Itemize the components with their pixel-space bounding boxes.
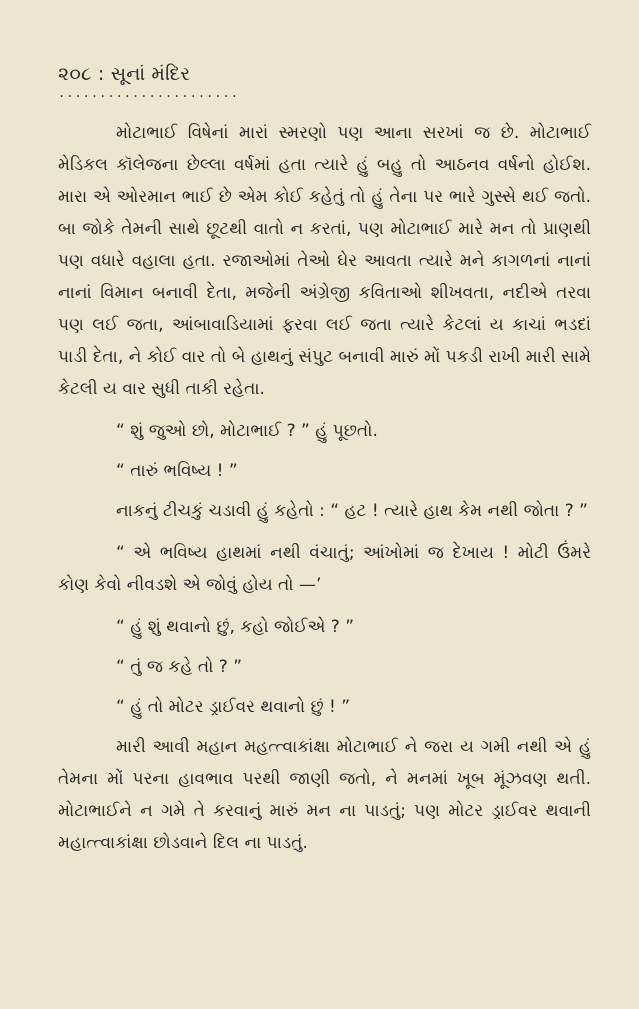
dialogue-you-tell: “ તું જ કહે તો ? ” (116, 657, 243, 677)
paragraph-ambition: મારી આવી મહાન મહત્ત્વાકાંક્ષા મોટાભાઈ ને જરા ય ગમી નથી એ હું તેમના મોં પરના હાવભાવ પરથી જાણી જતો, ને મનમાં ખૂબ મૂંઝવણ થતી. મોટાભાઈને ન ગમે તે કરવાનું મારું મન ના પાડતું; પણ મોટર ડ્રાઈવર થવાની મહાત્ત્વાકાંક્ષા છોડવાને દિલ ના પાડતું. (58, 737, 591, 853)
dialogue-what-looking: “ શું જુઓ છો, મોટાભાઈ ? ” હું પૂછતો. (116, 421, 378, 441)
dialogue-your-future: “ તારું ભવિષ્ય ! ” (116, 461, 238, 481)
paragraph-why-not-hand: નાકનું ટીચકું ચડાવી હું કહેતો : “ હટ ! ત્યારે હાથ કેમ નથી જોતા ? ” (116, 501, 588, 521)
paragraph-memories: મોટાભાઈ વિષેનાં મારાં સ્મરણો પણ આના સરખાં જ છે. મોટાભાઈ મેડિકલ કૉલેજના છેલ્લા વર્ષમાં હતા ત્યારે હું બહુ તો આઠનવ વર્ષનો હોઈશ. મારા એ ઓરમાન ભાઈ છે એમ કોઈ કહેતું તો હું તેના પર ભારે ગુસ્સે થઈ જતો. બા જોકે તેમની સાથે છૂટથી વાતો ન કરતાં, પણ મોટાભાઈ મારે મન તો પ્રાણથી પણ વધારે વહાલા હતા. રજાઓમાં તેઓ ઘેર આવતા ત્યારે મને કાગળનાં નાનાં નાનાં વિમાન બનાવી દેતા, મજેની અંગ્રેજી કવિતાઓ શીખવતા, નદીએ તરવા પણ લઈ જતા, આંબાવાડિયામાં ફરવા લઈ જતા ત્યારે કેટલાં ય કાચાં ભડદાં પાડી દેતા, ને કોઈ વાર તો બે હાથનું સંપુટ બનાવી મારું મોં પકડી રાખી મારી સામે કેટલી ય વાર સુધી તાકી રહેતા. (58, 123, 591, 399)
dialogue-motor-driver: “ હું તો મોટર ડ્રાઈવર થવાનો છું ! ” (116, 697, 351, 717)
header-dotted-rule: ...................... (58, 86, 239, 100)
dialogue-what-will-i-be: “ હું શું થવાનો છું, કહો જોઈએ ? ” (116, 617, 355, 637)
dialogue-eyes-future: “ એ ભવિષ્ય હાથમાં નથી વંચાતું; આંખોમાં જ દેખાય ! મોટી ઉંમરે કોણ કેવો નીવડશે એ જોવું હોય તો —’ (58, 543, 591, 595)
page-header: ૨૦૮ : સૂનાં મંદિર (58, 63, 191, 85)
